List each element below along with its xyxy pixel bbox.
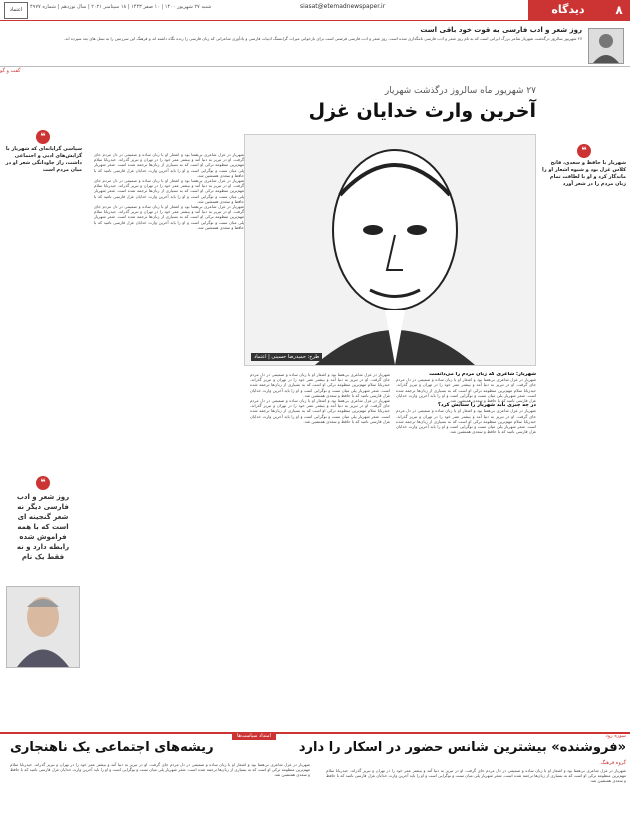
bottom-article-2-text: شهریار در غزل شاعری بی‌همتا بود و اشعار او با زبان ساده و صمیمی در دل مردم جای گرفت. او در تبریز به دنیا آمد و بیشتر عمر خود را در تهران و تبریز گذراند. حیدربابا سلام مهم‌ترین منظومه ترکی او است که به بسیاری از زبان‌ها ترجمه شده است. شعر شهریار پلی میان سنت و نوگرایی است و او را باید آخرین وارث خدایان غزل فارسی نامید که با حافظ و سعدی همنشین شد. bbox=[10, 762, 310, 778]
column-3-text-3: شهریار در غزل شاعری بی‌همتا بود و اشعار او با زبان ساده و صمیمی در دل مردم جای گرفت. او در تبریز به دنیا آمد و بیشتر عمر خود را در تهران و تبریز گذراند. حیدربابا سلام مهم‌ترین منظومه ترکی او است که به بسیاری از زبان‌ها ترجمه شده است. شعر شهریار پلی میان سنت و نوگرایی است و او را باید آخرین وارث خدایان غزل فارسی نامید که با حافظ و سعدی همنشین شد. bbox=[94, 204, 244, 230]
editorial-title: روز شعر و ادب فارسی به قوت خود باقی است bbox=[420, 26, 582, 34]
column-3-text-2: شهریار در غزل شاعری بی‌همتا بود و اشعار او با زبان ساده و صمیمی در دل مردم جای گرفت. او در تبریز به دنیا آمد و بیشتر عمر خود را در تهران و تبریز گذراند. حیدربابا سلام مهم‌ترین منظومه ترکی او است که به بسیاری از زبان‌ها ترجمه شده است. شعر شهریار پلی میان سنت و نوگرایی است و او را باید آخرین وارث خدایان غزل فارسی نامید که با حافظ و سعدی همنشین شد. bbox=[94, 178, 244, 204]
section-tag-bottom-left: امتداد سیاست‌ها bbox=[232, 732, 276, 740]
side-quote-left bbox=[4, 128, 82, 174]
pull-quote-text: روز شعر و ادب فارسی دیگر نه شعر گنجینه ای است که با همه فراموش شده رابطه دارد و نه فقط یک نام bbox=[16, 493, 70, 561]
article-kicker: ۲۷ شهریور ماه سالروز درگذشت شهریار bbox=[384, 86, 536, 96]
quote-icon: ❝ bbox=[577, 144, 591, 158]
column-3-text: شهریار در غزل شاعری بی‌همتا بود و اشعار او با زبان ساده و صمیمی در دل مردم جای گرفت. او در تبریز به دنیا آمد و بیشتر عمر خود را در تهران و تبریز گذراند. حیدربابا سلام مهم‌ترین منظومه ترکی او است که به بسیاری از زبان‌ها ترجمه شده است. شعر شهریار پلی میان سنت و نوگرایی است و او را باید آخرین وارث خدایان غزل فارسی نامید که با حافظ و سعدی همنشین شد. bbox=[94, 152, 244, 178]
article-title: آخرین وارث خدایان غزل bbox=[308, 100, 536, 122]
bottom-strip bbox=[0, 732, 630, 822]
author-photo bbox=[6, 586, 80, 668]
bottom-article-2-title: ریشه‌های اجتماعی یک ناهنجاری bbox=[10, 740, 214, 755]
column-2-text-2: شهریار در غزل شاعری بی‌همتا بود و اشعار او با زبان ساده و صمیمی در دل مردم جای گرفت. او در تبریز به دنیا آمد و بیشتر عمر خود را در تهران و تبریز گذراند. حیدربابا سلام مهم‌ترین منظومه ترکی او است که به بسیاری از زبان‌ها ترجمه شده است. شعر شهریار پلی میان سنت و نوگرایی است و او را باید آخرین وارث خدایان غزل فارسی نامید که با حافظ و سعدی همنشین شد. bbox=[250, 398, 390, 424]
photo-credit: طرح: حمیدرضا حسینی | اعتماد bbox=[251, 353, 322, 361]
caricature-portrait bbox=[244, 134, 536, 366]
site-url[interactable]: siasat@etemadnewspaper.ir bbox=[300, 3, 386, 10]
column-1-text-2: شهریار در غزل شاعری بی‌همتا بود و اشعار او با زبان ساده و صمیمی در دل مردم جای گرفت. او در تبریز به دنیا آمد و بیشتر عمر خود را در تهران و تبریز گذراند. حیدربابا سلام مهم‌ترین منظومه ترکی او است که به بسیاری از زبان‌ها ترجمه شده است. شعر شهریار پلی میان سنت و نوگرایی است و او را باید آخرین وارث خدایان غزل فارسی نامید که با حافظ و سعدی همنشین شد. bbox=[396, 408, 536, 435]
column-2-text: شهریار در غزل شاعری بی‌همتا بود و اشعار او با زبان ساده و صمیمی در دل مردم جای گرفت. او در تبریز به دنیا آمد و بیشتر عمر خود را در تهران و تبریز گذراند. حیدربابا سلام مهم‌ترین منظومه ترکی او است که به بسیاری از زبان‌ها ترجمه شده است. شعر شهریار پلی میان سنت و نوگرایی است و او را باید آخرین وارث خدایان غزل فارسی نامید که با حافظ و سعدی همنشین شد. bbox=[250, 372, 390, 398]
editorial-body: ۲۷ شهریور سالروز درگذشت شهریار شاعر بزرگ ایرانی است که به نام روز شعر و ادب فارسی نامگذاری شده است. روز شعر و ادب فارسی فرصتی است برای بازخوانی میراث گرانسنگ ادبیات فارسی و یادآوری شاعرانی که زبان فارسی را زنده نگاه داشته اند و فرهنگ این سرزمین را به نسل های بعد سپرده اند. bbox=[64, 36, 582, 41]
date-line: شنبه ۲۷ شهریور ۱۴۰۰ | ۱۰ صفر ۱۴۴۳ | ۱۸ سپتامبر ۲۰۲۱ | سال نوزدهم | شماره ۴۹۷۷ bbox=[30, 4, 212, 10]
side-quote-right bbox=[542, 142, 626, 188]
page-header bbox=[0, 0, 630, 21]
side-quote-left-text: سیاسی گرایانه‌ای که شهریار با گرایش‌های ادبی و اجتماعی داشت، راز جاودانگی شعر او در میان مردم است bbox=[5, 146, 82, 173]
column-2 bbox=[250, 372, 390, 722]
bottom-article-1-text: شهریار در غزل شاعری بی‌همتا بود و اشعار او با زبان ساده و صمیمی در دل مردم جای گرفت. او در تبریز به دنیا آمد و بیشتر عمر خود را در تهران و تبریز گذراند. حیدربابا سلام مهم‌ترین منظومه ترکی او است که به بسیاری از زبان‌ها ترجمه شده است. شعر شهریار پلی میان سنت و نوگرایی است و او را باید آخرین وارث خدایان غزل فارسی نامید که با حافظ و سعدی همنشین شد. bbox=[326, 768, 626, 784]
section-name: دیدگاه bbox=[528, 0, 608, 20]
column-3 bbox=[94, 152, 244, 722]
side-quote-right-text: شهریار با حافظ و سعدی، فاتح کلاس غزل بود و شیوه اشعار او را ماندگار کرد و او با لطافت تمام زبان مردم را در شعر آورد bbox=[541, 160, 626, 187]
column-1-subhead: در چه چیزی باید شهریار را ستایش کرد؟ bbox=[438, 402, 536, 409]
newspaper-logo: اعتماد bbox=[4, 2, 28, 19]
column-1-text: شهریار در غزل شاعری بی‌همتا بود و اشعار او با زبان ساده و صمیمی در دل مردم جای گرفت. او در تبریز به دنیا آمد و بیشتر عمر خود را در تهران و تبریز گذراند. حیدربابا سلام مهم‌ترین منظومه ترکی او است که به بسیاری از زبان‌ها ترجمه شده است. شعر شهریار پلی میان سنت و نوگرایی است و او را باید آخرین وارث خدایان غزل فارسی نامید که با حافظ و سعدی همنشین شد. bbox=[396, 377, 536, 404]
bottom-article-1-author: گروه فرهنگ bbox=[600, 760, 626, 766]
section-tag-top: گفت و گو bbox=[0, 68, 21, 74]
column-1-head: شهریار؛ شاعری که زبان مردم را می‌دانست bbox=[429, 372, 536, 377]
editorial-box bbox=[0, 24, 630, 67]
column-1 bbox=[396, 372, 536, 722]
page-number: ۸ bbox=[608, 0, 630, 20]
main-article bbox=[0, 72, 630, 730]
section-tag-bottom-right: سوره رود bbox=[605, 733, 626, 739]
pull-quote bbox=[12, 474, 74, 562]
quote-icon: ❝ bbox=[36, 476, 50, 490]
editorial-author-photo bbox=[588, 28, 624, 64]
bottom-article-1-title: «فروشنده» بیشترین شانس حضور در اسکار را دارد bbox=[298, 740, 626, 755]
quote-icon: ❝ bbox=[36, 130, 50, 144]
